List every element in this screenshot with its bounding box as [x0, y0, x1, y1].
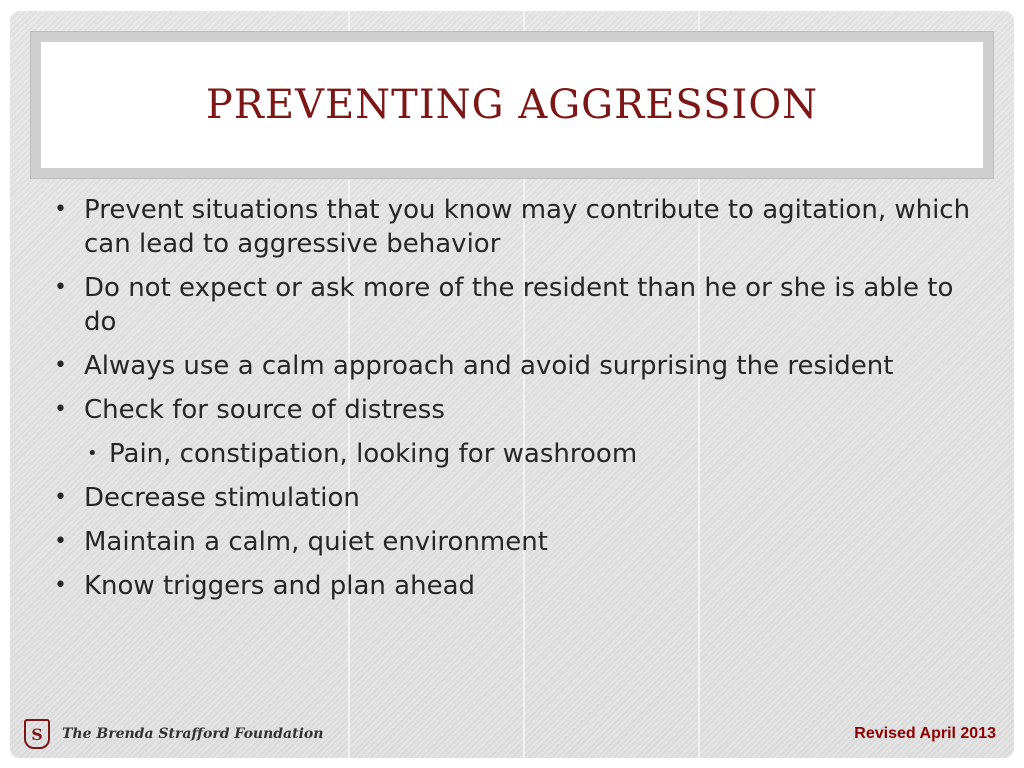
bullet-icon: • — [54, 529, 67, 554]
bullet-icon: • — [54, 197, 67, 222]
foundation-name: The Brenda Strafford Foundation — [62, 726, 324, 742]
bullet-icon: • — [54, 485, 67, 510]
slide — [10, 11, 1014, 758]
revised-date: Revised April 2013 — [854, 725, 996, 742]
bullet-text: Know triggers and plan ahead — [84, 571, 476, 601]
bullet-item — [54, 271, 974, 339]
bullet-item — [54, 569, 974, 603]
bullet-text: Do not expect or ask more of the resident than he or she is able to do — [84, 273, 954, 337]
bullet-text: Maintain a calm, quiet environment — [84, 527, 548, 557]
bullet-item — [54, 481, 974, 515]
bullet-icon: • — [54, 397, 67, 422]
bullet-icon: • — [54, 353, 67, 378]
bullet-text: Prevent situations that you know may contribute to agitation, which can lead to aggressive behavior — [84, 195, 971, 259]
bullet-icon: • — [54, 573, 67, 598]
bullet-text: Always use a calm approach and avoid surprising the resident — [84, 351, 894, 381]
bullet-icon: • — [87, 443, 98, 464]
bullet-item — [54, 393, 974, 427]
bullet-item — [54, 525, 974, 559]
bullet-item — [54, 349, 974, 383]
title-frame — [30, 31, 994, 179]
foundation-logo — [24, 719, 323, 749]
seal-letter: S — [31, 724, 43, 744]
bullet-list — [54, 193, 974, 613]
bullet-text: Decrease stimulation — [84, 483, 360, 513]
shield-icon — [24, 719, 50, 749]
title-box — [41, 42, 983, 168]
bullet-text: Check for source of distress — [84, 395, 445, 425]
sub-bullet-item — [87, 437, 974, 471]
bullet-item — [54, 193, 974, 261]
slide-title: PREVENTING AGGRESSION — [205, 82, 819, 128]
bullet-icon: • — [54, 275, 67, 300]
bullet-text: Pain, constipation, looking for washroom — [109, 439, 638, 469]
